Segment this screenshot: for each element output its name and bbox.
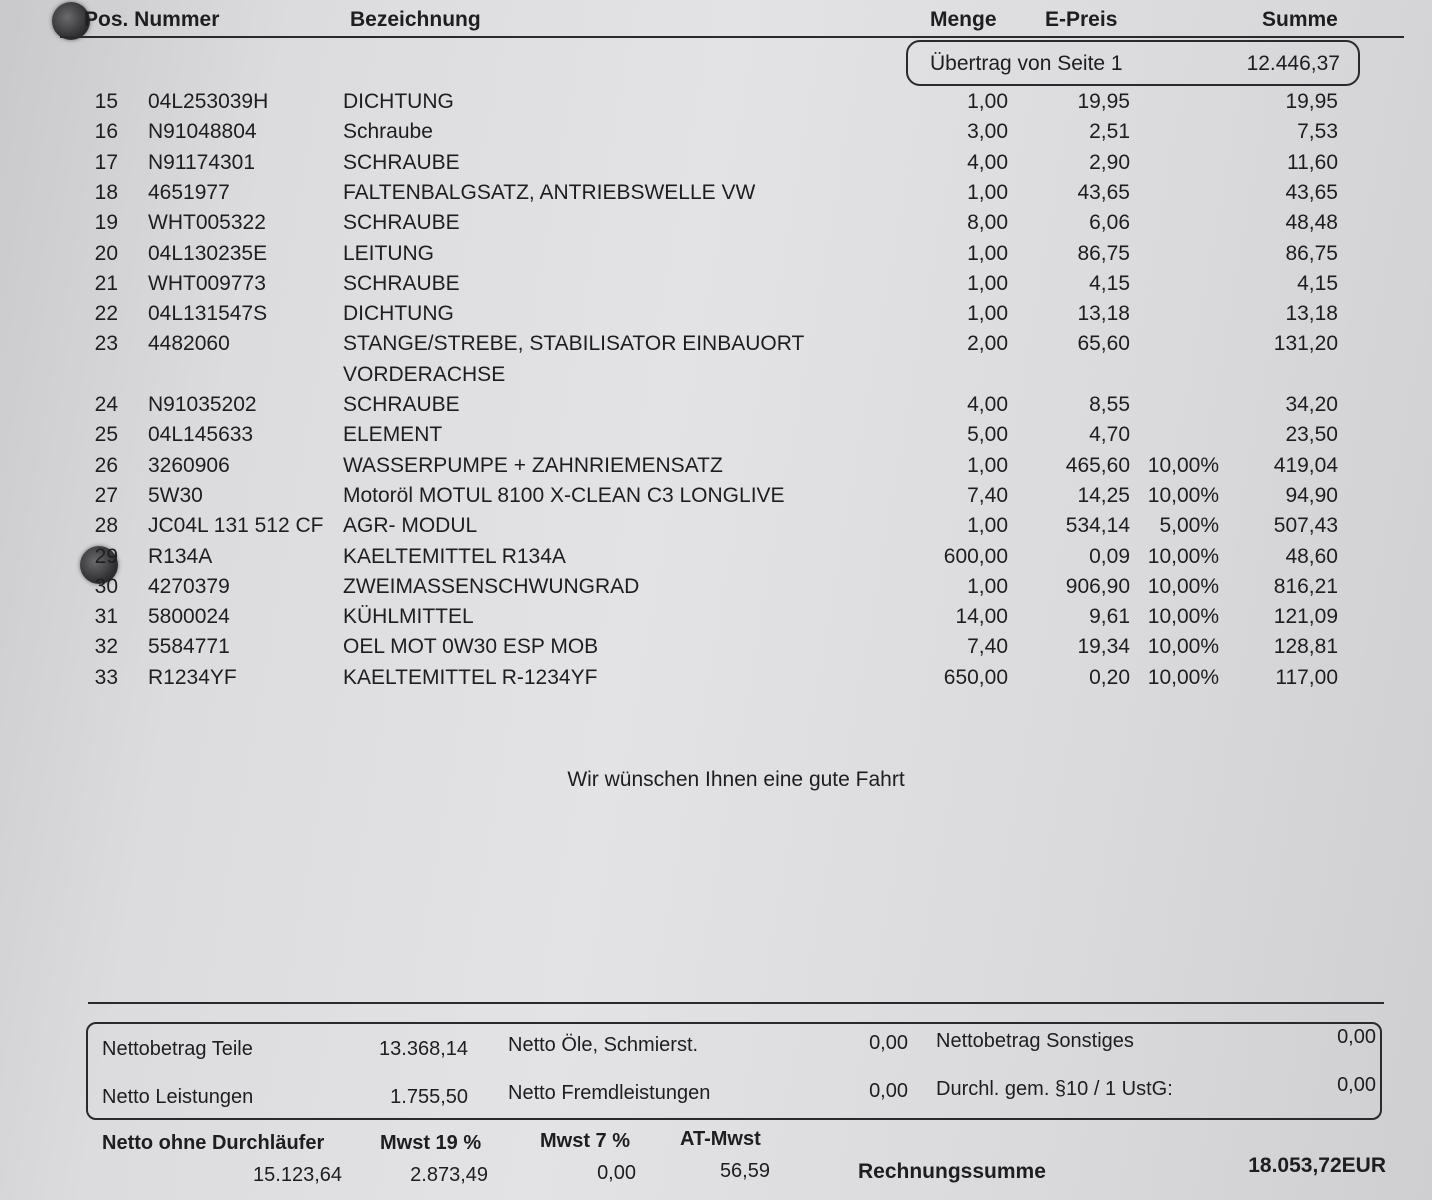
item-unit-price: 8,55	[1089, 393, 1130, 416]
item-quantity: 1,00	[967, 514, 1008, 538]
uebertrag-value: 12.446,37	[1246, 52, 1340, 75]
rechnungssumme-label: Rechnungssumme	[858, 1160, 1046, 1183]
item-description: WASSERPUMPE + ZAHNRIEMENSATZ	[343, 453, 723, 477]
netto-fremd-value: 0,00	[869, 1080, 908, 1102]
item-pos: 23	[94, 332, 118, 356]
header-menge: Menge	[930, 8, 997, 31]
item-pos: 22	[94, 302, 118, 326]
item-description: SCHRAUBE	[343, 211, 460, 235]
netto-teile-value: 13.368,14	[379, 1038, 468, 1060]
table-row	[0, 363, 1432, 393]
item-number: N91035202	[148, 393, 257, 416]
item-total: 19,95	[1285, 90, 1338, 113]
netto-ohne-value: 15.123,64	[253, 1164, 342, 1186]
item-number: WHT005322	[148, 211, 266, 235]
uebertrag-box	[906, 40, 1360, 86]
item-total: 7,53	[1297, 120, 1338, 144]
item-quantity: 4,00	[967, 150, 1008, 174]
item-pos: 29	[94, 544, 118, 568]
item-number: N91174301	[148, 150, 256, 174]
item-number: WHT009773	[148, 271, 266, 295]
item-number: 5584771	[148, 635, 230, 659]
item-number: 5W30	[148, 483, 203, 507]
mwst19-value: 2.873,49	[410, 1164, 488, 1186]
at-mwst-label: AT-Mwst	[680, 1128, 761, 1150]
item-description: DICHTUNG	[343, 90, 454, 113]
table-row	[0, 90, 1432, 120]
item-number: 4482060	[148, 332, 230, 356]
table-row	[0, 454, 1432, 484]
item-description: AGR- MODUL	[343, 514, 478, 538]
item-discount: 10,00%	[1147, 635, 1219, 659]
netto-oele-label: Netto Öle, Schmierst.	[508, 1034, 699, 1056]
item-quantity: 1,00	[967, 302, 1008, 326]
item-unit-price: 19,95	[1077, 90, 1130, 113]
table-row	[0, 666, 1432, 696]
item-number: 4270379	[148, 574, 230, 598]
netto-fremd-label: Netto Fremdleistungen	[508, 1082, 711, 1104]
item-discount: 10,00%	[1147, 544, 1219, 568]
item-number: JC04L 131 512 CF	[148, 514, 324, 538]
item-quantity: 1,00	[967, 574, 1008, 598]
item-pos: 26	[94, 453, 118, 477]
item-number: 04L131547S	[148, 302, 268, 326]
item-description: OEL MOT 0W30 ESP MOB	[343, 635, 599, 659]
item-description: KÜHLMITTEL	[343, 605, 474, 629]
header-pos-nummer: Pos. Nummer	[84, 8, 220, 31]
netto-sonstiges-value: 0,00	[1337, 1026, 1376, 1048]
item-pos: 31	[94, 605, 118, 629]
item-total: 131,20	[1273, 332, 1338, 356]
netto-leistungen-label: Netto Leistungen	[102, 1086, 254, 1108]
item-description: KAELTEMITTEL R134A	[343, 544, 566, 568]
item-total: 23,50	[1285, 423, 1338, 447]
item-total: 86,75	[1285, 241, 1338, 265]
item-unit-price: 4,15	[1089, 271, 1130, 295]
item-pos: 32	[94, 635, 118, 659]
mwst7-value: 0,00	[597, 1162, 636, 1184]
item-quantity: 14,00	[955, 605, 1008, 629]
item-quantity: 7,40	[967, 483, 1008, 507]
item-description: FALTENBALGSATZ, ANTRIEBSWELLE VW	[343, 180, 756, 204]
item-unit-price: 2,90	[1089, 150, 1130, 174]
item-unit-price: 43,65	[1077, 180, 1130, 204]
table-row	[0, 575, 1432, 605]
item-unit-price: 534,14	[1065, 514, 1130, 538]
item-description: DICHTUNG	[343, 302, 454, 326]
item-discount: 10,00%	[1147, 453, 1219, 477]
table-row	[0, 423, 1432, 453]
item-pos: 33	[94, 665, 118, 689]
item-description: Motoröl MOTUL 8100 X-CLEAN C3 LONGLIVE	[343, 483, 785, 507]
table-row	[0, 484, 1432, 514]
table-row	[0, 545, 1432, 575]
item-pos: 30	[94, 574, 118, 598]
item-total: 48,48	[1285, 211, 1338, 235]
item-description: SCHRAUBE	[343, 150, 460, 174]
item-unit-price: 4,70	[1089, 423, 1130, 447]
item-description: STANGE/STREBE, STABILISATOR EINBAUORT	[343, 332, 805, 356]
item-number: 5800024	[148, 605, 230, 629]
item-number: 4651977	[148, 180, 230, 204]
item-total: 816,21	[1273, 574, 1338, 598]
item-unit-price: 9,61	[1089, 605, 1130, 629]
durchlaeufer-label: Durchl. gem. §10 / 1 UstG:	[936, 1078, 1173, 1100]
item-unit-price: 906,90	[1065, 574, 1130, 598]
table-row	[0, 302, 1432, 332]
item-pos: 15	[94, 90, 118, 113]
table-row	[0, 514, 1432, 544]
item-pos: 19	[94, 211, 118, 235]
item-total: 48,60	[1285, 544, 1338, 568]
item-description: VORDERACHSE	[343, 362, 506, 386]
header-epreis: E-Preis	[1045, 8, 1118, 31]
item-description: ZWEIMASSENSCHWUNGRAD	[343, 574, 640, 598]
item-number: 04L145633	[148, 423, 254, 447]
table-row	[0, 151, 1432, 181]
item-unit-price: 19,34	[1077, 635, 1130, 659]
item-pos: 25	[94, 423, 118, 447]
item-quantity: 5,00	[967, 423, 1008, 447]
table-row	[0, 605, 1432, 635]
table-row	[0, 393, 1432, 423]
item-total: 419,04	[1273, 453, 1338, 477]
item-total: 13,18	[1285, 302, 1338, 326]
item-quantity: 1,00	[967, 271, 1008, 295]
item-description: SCHRAUBE	[343, 393, 460, 416]
table-row	[0, 332, 1432, 362]
item-pos: 20	[94, 241, 118, 265]
item-unit-price: 6,06	[1089, 211, 1130, 235]
item-discount: 10,00%	[1147, 574, 1219, 598]
header-bezeichnung: Bezeichnung	[350, 8, 481, 31]
durchlaeufer-value: 0,00	[1337, 1074, 1376, 1096]
item-total: 11,60	[1287, 150, 1338, 174]
table-row	[0, 120, 1432, 150]
item-description: SCHRAUBE	[343, 271, 460, 295]
totals-box	[86, 1022, 1382, 1120]
item-unit-price: 14,25	[1077, 483, 1130, 507]
item-number: R1234YF	[148, 665, 237, 689]
item-quantity: 2,00	[967, 332, 1008, 356]
netto-sonstiges-label: Nettobetrag Sonstiges	[936, 1030, 1134, 1052]
item-total: 121,09	[1273, 605, 1338, 629]
item-total: 43,65	[1285, 180, 1338, 204]
item-total: 4,15	[1297, 271, 1338, 295]
netto-ohne-label: Netto ohne Durchläufer	[102, 1132, 325, 1154]
item-total: 128,81	[1273, 635, 1338, 659]
table-row	[0, 181, 1432, 211]
item-quantity: 3,00	[967, 120, 1008, 144]
item-number: 3260906	[148, 453, 230, 477]
item-number: 04L130235E	[148, 241, 268, 265]
item-unit-price: 465,60	[1065, 453, 1130, 477]
item-total: 507,43	[1273, 514, 1338, 538]
item-unit-price: 0,20	[1089, 665, 1130, 689]
item-description: ELEMENT	[343, 423, 443, 447]
item-discount: 10,00%	[1147, 665, 1219, 689]
item-quantity: 650,00	[943, 665, 1008, 689]
item-pos: 21	[94, 271, 118, 295]
item-number: 04L253039H	[148, 90, 269, 113]
item-quantity: 600,00	[943, 544, 1008, 568]
item-quantity: 7,40	[967, 635, 1008, 659]
item-number: N91048804	[148, 120, 257, 144]
table-row	[0, 211, 1432, 241]
item-quantity: 4,00	[967, 393, 1008, 416]
mwst7-label: Mwst 7 %	[540, 1130, 631, 1152]
item-total: 117,00	[1275, 665, 1338, 689]
rechnungssumme-value: 18.053,72EUR	[1248, 1154, 1386, 1177]
header-rule	[60, 36, 1404, 38]
item-discount: 10,00%	[1147, 483, 1219, 507]
item-unit-price: 2,51	[1089, 120, 1130, 144]
item-discount: 5,00%	[1159, 514, 1219, 538]
item-unit-price: 0,09	[1089, 544, 1130, 568]
uebertrag-label: Übertrag von Seite 1	[930, 52, 1123, 75]
totals-rule	[88, 1002, 1384, 1004]
item-pos: 17	[94, 150, 118, 174]
header-summe: Summe	[1262, 8, 1338, 31]
item-pos: 24	[94, 393, 118, 416]
table-row	[0, 242, 1432, 272]
item-description: KAELTEMITTEL R-1234YF	[343, 665, 598, 689]
item-pos: 16	[94, 120, 118, 144]
item-quantity: 8,00	[967, 211, 1008, 235]
item-quantity: 1,00	[967, 180, 1008, 204]
item-quantity: 1,00	[967, 453, 1008, 477]
mwst19-label: Mwst 19 %	[380, 1132, 482, 1154]
item-total: 34,20	[1285, 393, 1338, 416]
item-pos: 27	[94, 483, 118, 507]
greeting-text: Wir wünschen Ihnen eine gute Fahrt	[567, 768, 905, 791]
item-description: Schraube	[343, 120, 433, 144]
item-unit-price: 65,60	[1077, 332, 1130, 356]
item-unit-price: 13,18	[1077, 302, 1130, 326]
table-row	[0, 272, 1432, 302]
netto-oele-value: 0,00	[869, 1032, 908, 1054]
item-pos: 18	[94, 180, 118, 204]
item-quantity: 1,00	[967, 90, 1008, 113]
item-discount: 10,00%	[1147, 605, 1219, 629]
item-unit-price: 86,75	[1077, 241, 1130, 265]
item-total: 94,90	[1285, 483, 1338, 507]
item-description: LEITUNG	[343, 241, 435, 265]
item-quantity: 1,00	[967, 241, 1008, 265]
item-pos: 28	[94, 514, 118, 538]
item-number: R134A	[148, 544, 213, 568]
netto-teile-label: Nettobetrag Teile	[102, 1038, 253, 1060]
at-mwst-value: 56,59	[719, 1160, 770, 1182]
table-row	[0, 635, 1432, 665]
netto-leistungen-value: 1.755,50	[390, 1086, 468, 1108]
